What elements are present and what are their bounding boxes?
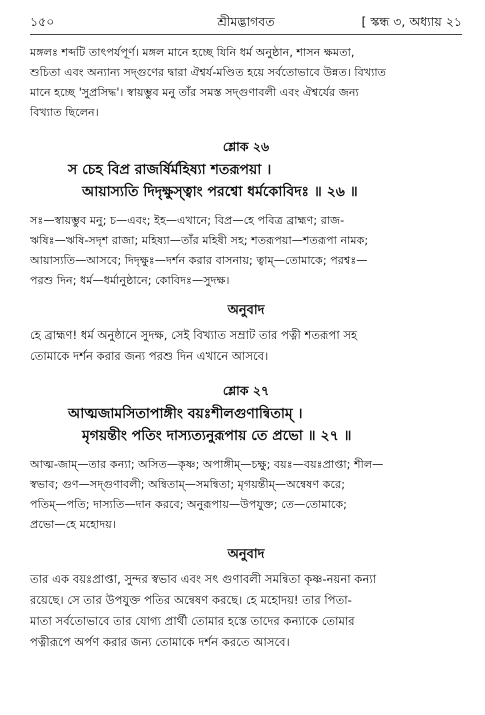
- verse-27-heading: শ্লোক ২৭: [222, 383, 270, 398]
- verse-26-translation-heading: অনুবাদ: [227, 303, 265, 318]
- chapter-reference: [ স্কন্ধ ৩, অধ্যায় ২১: [361, 14, 462, 29]
- translation-line: পত্নীরূপে অর্পণ করার জন্য তোমাকে দর্শন করতে আসবে।: [30, 635, 290, 649]
- verse-27-translation: [30, 569, 462, 653]
- verse-26-text: [30, 159, 462, 203]
- book-title: শ্রীমদ্ভাগবত: [217, 14, 275, 29]
- verse-26-heading: শ্লোক ২৬: [222, 139, 270, 154]
- synonym-line: সঃ—স্বায়ম্ভুব মনু; চ—এবং; ইহ—এখানে; বিপ্র—হে পবিত্র ব্রাহ্মণ; রাজ-: [30, 214, 345, 227]
- intro-purport: [30, 43, 462, 123]
- verse-line: মৃগয়ন্তীং পতিং দাস্যত্যনুরূপায় তে প্রভো ॥ ২৭ ॥: [82, 428, 352, 444]
- page-number: ১৫০: [30, 14, 55, 29]
- intro-line: শুচিতা এবং অন্যান্য সদ্গুণের দ্বারা ঐশ্বর্য-মণ্ডিত হয়ে সর্বতোভাবে উন্নত। বিখ্যাত: [30, 66, 387, 79]
- verse-27-text: [30, 403, 462, 447]
- intro-line: বিখ্যাত ছিলেন।: [30, 106, 99, 119]
- translation-line: তোমাকে দর্শন করার জন্য পরশু দিন এখানে আসবে।: [30, 349, 269, 363]
- page-header: [30, 14, 462, 35]
- scripture-page: [30, 14, 462, 653]
- translation-line: রয়েছে। সে তার উপযুক্ত পতির অন্বেষণ করছে। হে মহোদয়! তার পিতা-: [30, 593, 352, 607]
- translation-line: মাতা সর্বতোভাবে তার যোগ্য প্রার্থী তোমার হস্তে তাদের কন্যাকে তোমার: [30, 614, 355, 628]
- verse-26-translation: [30, 325, 462, 367]
- verse-line: স চেহ বিপ্র রাজর্ষির্মহিষ্যা শতরূপয়া ।: [68, 162, 272, 178]
- translation-line: তার এক বয়ঃপ্রাপ্তা, সুন্দর স্বভাব এবং সৎ গুণাবলী সমন্বিতা কৃষ্ণ-নয়না কন্যা: [30, 572, 377, 586]
- synonym-line: পরশু দিন; ধর্ম—ধর্মানুষ্ঠানে; কোবিদঃ—সুদক্ষ।: [30, 274, 230, 287]
- verse-27-translation-heading: অনুবাদ: [227, 547, 265, 562]
- synonym-line: প্রভো—হে মহোদয়।: [30, 518, 116, 531]
- synonym-line: পতিম্—পতি; দাস্যতি—দান করবে; অনুরূপায়—উপযুক্ত; তে—তোমাকে;: [30, 498, 347, 511]
- verse-26-synonyms: [30, 211, 462, 291]
- synonym-line: আয়াস্যতি—আসবে; দিদৃক্ষুঃ—দর্শন করার বাসনায়; ত্বাম্—তোমাকে; পরশ্বঃ—: [30, 254, 368, 267]
- translation-line: হে ব্রাহ্মণ! ধর্ম অনুষ্ঠানে সুদক্ষ, সেই বিখ্যাত সম্রাট তার পত্নী শতরূপা সহ: [30, 328, 358, 342]
- verse-27-synonyms: [30, 455, 462, 535]
- verse-line: আত্মজামসিতাপাঙ্গীং বয়ঃশীলগুণান্বিতাম্ ।: [68, 406, 303, 422]
- synonym-line: স্বভাব; গুণ—সদ্গুণাবলী; অন্বিতাম্—সমন্বিতা; মৃগয়ন্তীম্—অন্বেষণ করে;: [30, 478, 345, 491]
- verse-line: আয়াস্যতি দিদৃক্ষুস্ত্বাং পরশ্বো ধর্মকোবিদঃ ॥ ২৬ ॥: [82, 184, 358, 200]
- intro-line: মানে হচ্ছে 'সুপ্রসিদ্ধ'। স্বায়ম্ভুব মনু তাঁর সমস্ত সদ্গুণাবলী এবং ঐশ্বর্যের জন্য: [30, 86, 359, 99]
- intro-line: মঙ্গলঃ শব্দটি তাৎপর্যপূর্ণ। মঙ্গল মানে হচ্ছে যিনি ধর্ম অনুষ্ঠান, শাসন ক্ষমতা,: [30, 46, 355, 59]
- synonym-line: আত্ম-জাম্—তার কন্যা; অসিত—কৃষ্ণ; অপাঙ্গীম্—চক্ষু; বয়ঃ—বয়ঃপ্রাপ্তা; শীল—: [30, 458, 384, 471]
- synonym-line: ঋষিঃ—ঋষি-সদৃশ রাজা; মহিষ্যা—তাঁর মহিষী সহ; শতরূপয়া—শতরূপা নামক;: [30, 234, 369, 247]
